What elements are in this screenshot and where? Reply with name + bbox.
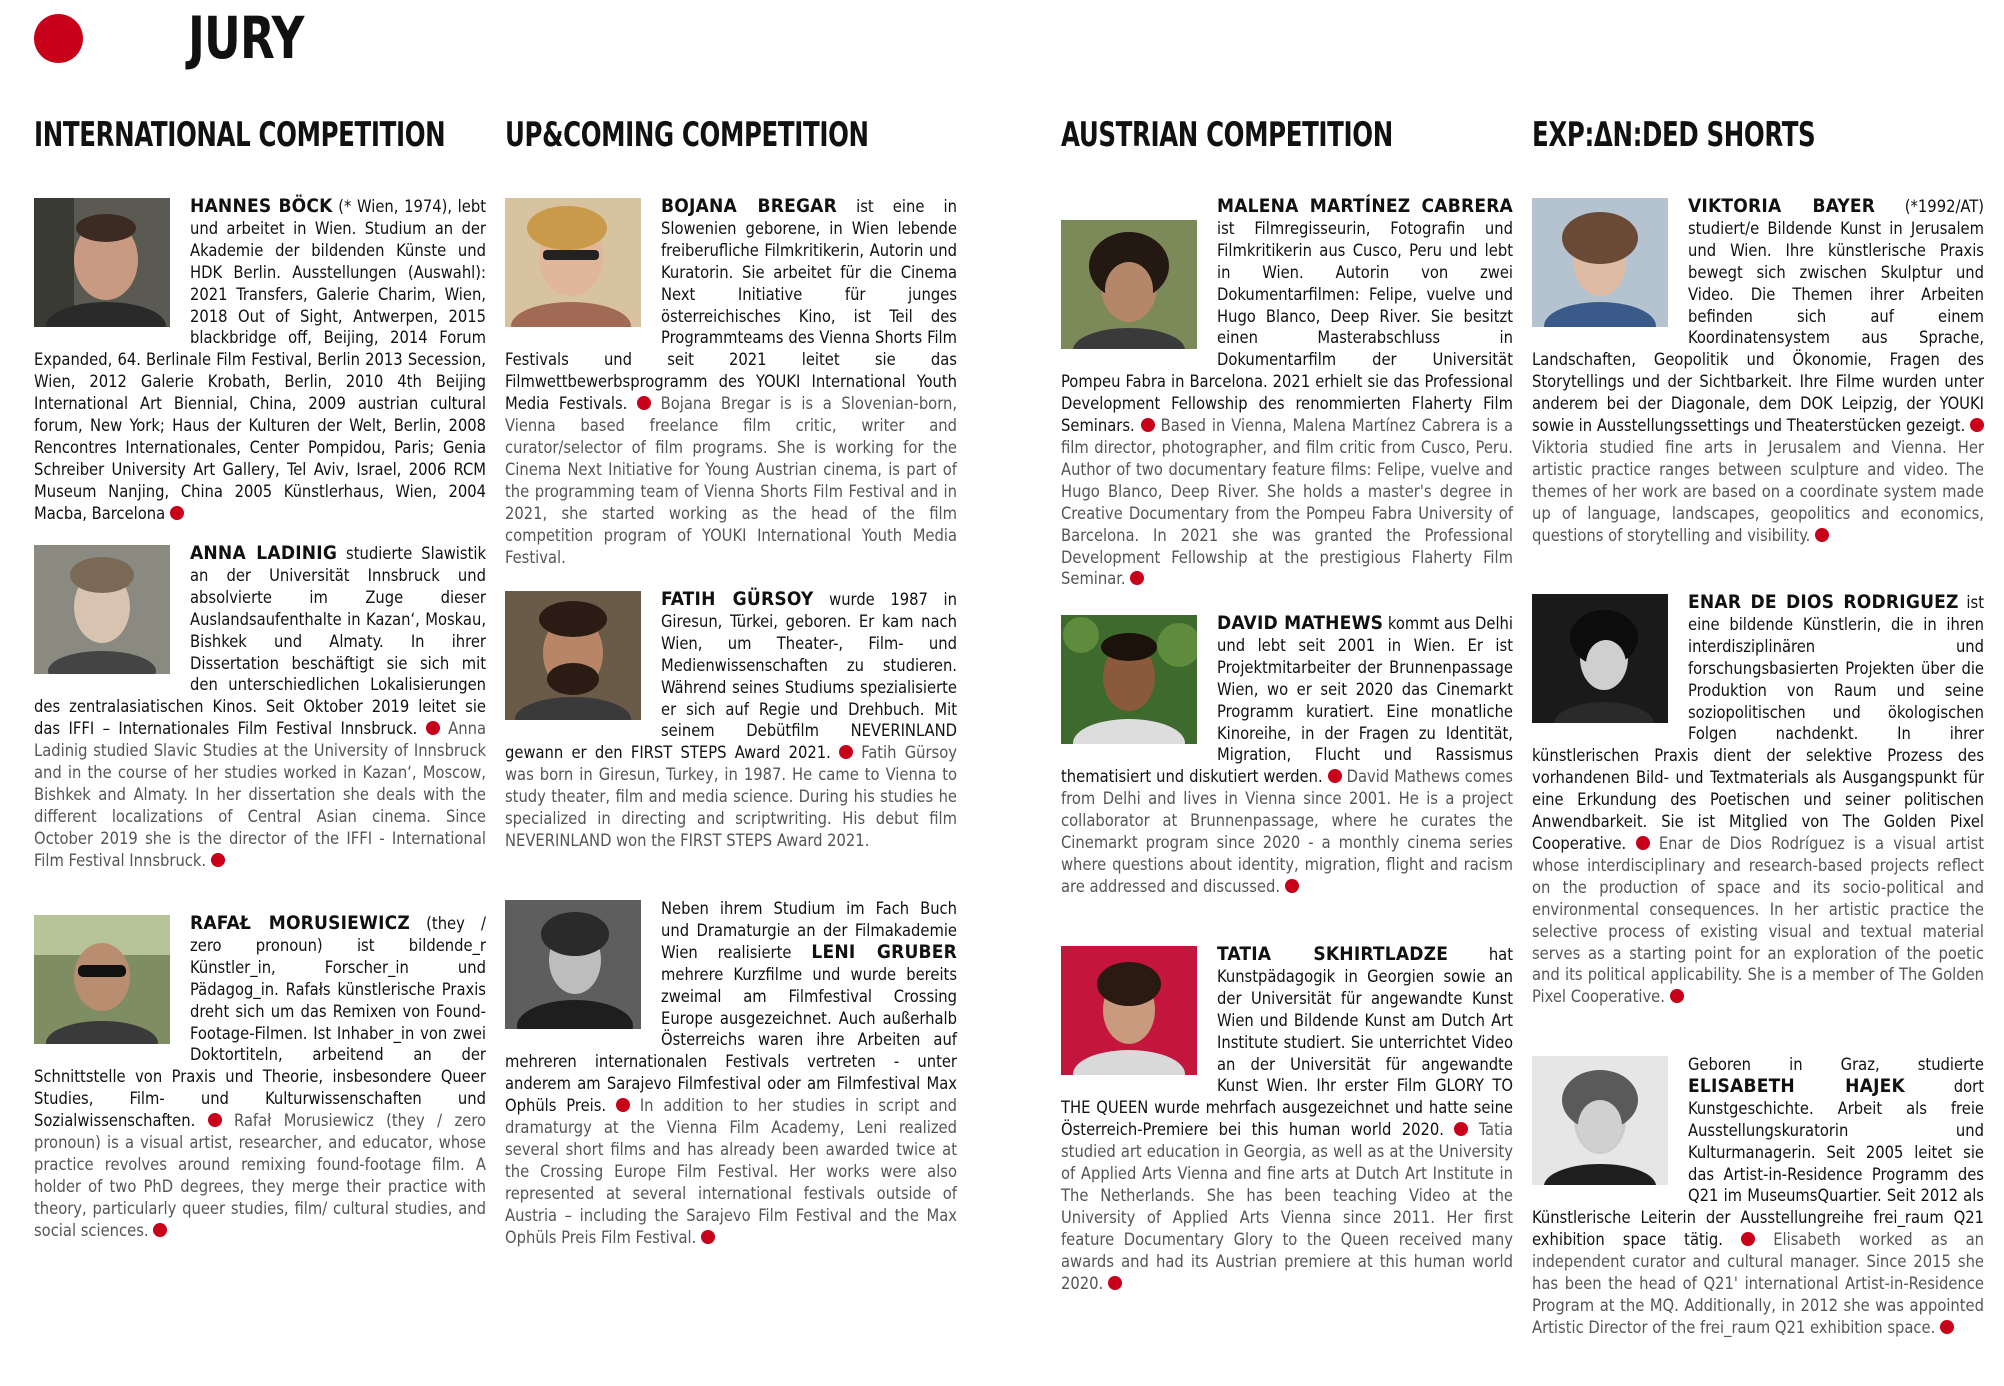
- red-bullet: [1130, 571, 1144, 585]
- bio-german: kommt aus Delhi und lebt seit 2001 in Wien. Er ist Projektmitarbeiter der Brunnenpassage Wien, wo er seit 2020 das Cinemarkt Programm kuratiert. Eine monatliche Kinoreihe, in der Fragen zu Identität, Migration, Flucht und Rassismus thematisiert und diskutiert werden.: [1061, 614, 1513, 787]
- bio-english: Enar de Dios Rodríguez is a visual artist whose interdisciplinary and research-based projects reflect on the production of space and its socio-political and environmental consequences. In her artistic practice the selective process of existing visual and textual material serves as a starting point for an exploration of the poetic and its political applicability. She is a member of The Golden Pixel Cooperative.: [1532, 833, 1985, 1007]
- jury-name: MALENA MARTÍNEZ CABRERA: [1217, 195, 1513, 217]
- jury-entry-leni-gruber: [505, 898, 957, 1249]
- bio-english: Rafał Morusiewicz (they / zero pronoun) is a visual artist, researcher, and educator, whose practice revolves around remixing found-footage film. A holder of two PhD degrees, they merge their practice with theory, particularly queer studies, film/ cultural studies, and social sciences.: [34, 1111, 487, 1240]
- jury-name: VIKTORIA BAYER: [1688, 195, 1876, 217]
- bio-german: dort Kunstgeschichte. Arbeit als freie Ausstellungskuratorin und Kulturmanagerin. Seit 2005 leitet sie das Artist-in-Residence Programm des Q21 im MuseumsQuartier. Seit 2012 als Künstlerische Leiterin der Ausstellungreihe frei_raum Q21 exhibition space tätig.: [1532, 1076, 1984, 1250]
- red-bullet: [170, 506, 184, 520]
- red-bullet: [616, 1098, 630, 1112]
- bio-german: hat Kunstpädagogik in Georgien sowie an der Universität für angewandte Kunst Wien und Bildende Kunst am Dutch Art Institute studiert. Sie unterrichtet Video an der Universität für angewandte Kunst Wien. Ihr erster Film GLORY TO THE QUEEN wurde mehrfach ausgezeichnet und hatte seine Österreich-Premiere bei this human world 2020.: [1061, 945, 1513, 1140]
- jury-name: LENI GRUBER: [811, 940, 957, 963]
- jury-name: ANNA LADINIG: [190, 542, 338, 564]
- red-bullet: [1285, 879, 1299, 893]
- jury-name: HANNES BÖCK: [190, 195, 333, 217]
- jury-name: BOJANA BREGAR: [661, 195, 837, 217]
- jury-entry-bojana-bregar: [505, 196, 957, 568]
- bio-intro: Geboren in Graz, studierte: [1688, 1055, 1984, 1074]
- red-bullet: [839, 745, 853, 759]
- jury-entry-tatia-skhirtladze: [1061, 944, 1513, 1295]
- column-upcoming-competition: [505, 115, 958, 1247]
- column-international-competition: [34, 115, 487, 1240]
- jury-name: ELISABETH HAJEK: [1688, 1074, 1905, 1097]
- portrait-photo: [1532, 1056, 1668, 1185]
- red-bullet: [1636, 836, 1650, 850]
- portrait-photo: [34, 915, 170, 1044]
- red-bullet: [1970, 418, 1984, 432]
- jury-entry-viktoria-bayer: [1532, 196, 1984, 547]
- portrait-photo: [1532, 198, 1668, 327]
- portrait-photo: [505, 591, 641, 720]
- red-bullet: [211, 853, 225, 867]
- portrait-photo: [505, 198, 641, 327]
- red-bullet: [426, 721, 440, 735]
- jury-name: FATIH GÜRSOY: [661, 588, 814, 610]
- bio-german: (* Wien, 1974), lebt und arbeitet in Wien. Studium an der Akademie der bildenden Künste und HDK Berlin. Ausstellungen (Auswahl): 2021 Transfers, Galerie Charim, Wien, 2018 Out of Sight, Antwerpen, 2015 blackbridge off, Beijing, 2014 Forum Expanded, 64. Berlinale Film Festival, Berlin 2013 Secession, Wien, 2012 Galerie Krobath, Berlin, 2010 4th Beijing International Art Biennial, China, 2009 austrian cultural forum, New York; Haus der Kulturen der Welt, Berlin, 2008 Rencontres Internationales, Center Pompidou, Paris; Genia Schreiber University Art Gallery, Tel Aviv, Israel, 2006 RCM Museum Nanjing, China 2005 Künstlerhaus, Wien, 2004 Macba, Barcelona: [34, 197, 486, 523]
- column-heading: UP&COMING COMPETITION: [505, 115, 869, 155]
- portrait-photo: [1061, 615, 1197, 744]
- bio-english: Viktoria studied fine arts in Jerusalem and Vienna. Her artistic practice ranges between sculpture and video. The themes of her work are based on a coordinate system made up of language, landscapes, geopolitics and economics, questions of storytelling and visibility.: [1532, 437, 1984, 545]
- red-bullet: [1741, 1232, 1755, 1246]
- bio-english: Fatih Gürsoy was born in Giresun, Turkey, in 1987. He came to Vienna to study theater, film and media science. During his studies he specialized in directing and scriptwriting. His debut film NEVERINLAND won the FIRST STEPS Award 2021.: [505, 743, 957, 850]
- bio-german: (they / zero pronoun) ist bildende_r Künstler_in, Forscher_in und Pädagog_in. Rafałs künstlerische Praxis dreht sich um das Remixen von Found-Footage-Filmen. Ist Inhaber_in von zwei Doktortiteln, arbeitend an der Schnittstelle von Praxis und Theorie, insbesondere Queer Studies, Film- und Kulturwissenschaften und Sozialwissenschaften.: [34, 914, 486, 1131]
- bio-english: In addition to her studies in script and dramaturgy at the Vienna Film Academy, Leni realized several short films and has already been awarded twice at the Crossing Europe Film Festival. Her works were also represented at several international festivals outside of Austria – including the Sarajevo Film Festival and the Max Ophüls Preis Film Festival.: [505, 1096, 958, 1247]
- column-austrian-competition: [1061, 115, 1513, 1293]
- bio-english: Tatia studied art education in Georgia, as well as at the University of Applied Arts Vienna and fine arts at Dutch Art Institute in The Netherlands. She has been teaching Video at the University of Applied Arts Vienna since 2011. Her first feature Documentary Glory to the Queen received many awards and had its Austrian premiere at this human world 2020.: [1061, 1120, 1513, 1293]
- column-heading: INTERNATIONAL COMPETITION: [34, 115, 446, 155]
- bio-english: Based in Vienna, Malena Martínez Cabrera is a film director, photographer, and film critic from Cusco, Peru. Author of two documentary feature films: Felipe, vuelve and Hugo Blanco, Deep River. She holds a master's degree in Creative Documentary from the Pompeu Fabra University of Barcelona. In 2021 she was granted the Professional Development Fellowship at the prestigious Flaherty Film Seminar.: [1061, 416, 1513, 589]
- bio-german: wurde 1987 in Giresun, Türkei, geboren. Er kam nach Wien, um Theater-, Film- und Medienwissenschaften zu studieren. Während seines Studiums spezialisierte er sich auf Regie und Drehbuch. Mit seinem Debütfilm NEVERINLAND gewann er den FIRST STEPS Award 2021.: [505, 590, 957, 763]
- bio-intro: Neben ihrem Studium im Fach Buch und Dramaturgie an der Filmakademie Wien realisierte: [661, 899, 957, 962]
- jury-entry-hannes-bock: [34, 196, 486, 525]
- bio-english: Elisabeth worked as an independent curator and cultural manager. Since 2015 she has been the head of Q21' international Artist-in-Residence Program at the MQ. Additionally, in 2012 she was appointed Artistic Director of the frei_raum Q21 exhibition space.: [1532, 1230, 1985, 1337]
- jury-entry-enar-de-dios-rodriguez: [1532, 592, 1984, 1008]
- red-bullet: [1141, 418, 1155, 432]
- bio-german: studierte Slawistik an der Universität Innsbruck und absolvierte im Zuge dieser Auslandsaufenthalte in Kazan‘, Moskau, Bishkek und Almaty. In ihrer Dissertation beschäftigt sie sich mit den unterschiedlichen Lokalisierungen des zentralasiatischen Kinos. Seit Oktober 2019 leitet sie das IFFI – Internationales Film Festival Innsbruck.: [34, 544, 486, 739]
- bio-english: Anna Ladinig studied Slavic Studies at the University of Innsbruck and in the course of her studies worked in Kazan‘, Moscow, Bishkek and Almaty. In her dissertation she deals with the different localizations of Central Asian cinema. Since October 2019 she is the director of the IFFI - International Film Festival Innsbruck.: [34, 719, 486, 870]
- jury-name: TATIA SKHIRTLADZE: [1217, 943, 1449, 965]
- jury-entry-malena-martinez-cabrera: [1061, 196, 1513, 590]
- jury-entry-fatih-gursoy: [505, 589, 957, 852]
- portrait-photo: [1061, 946, 1197, 1075]
- column-heading: AUSTRIAN COMPETITION: [1061, 115, 1393, 155]
- red-bullet: [701, 1230, 715, 1244]
- portrait-photo: [34, 198, 170, 327]
- red-bullet: [1454, 1122, 1468, 1136]
- bio-english: David Mathews comes from Delhi and lives in Vienna since 2001. He is a project collaborator at Brunnenpassage, where he curates the Cinemarkt program since 2020 - a monthly cinema series where questions about identity, migration, flight and racism are addressed and discussed.: [1061, 767, 1513, 896]
- bio-english: Bojana Bregar is is a Slovenian-born, Vienna based freelance film critic, writer and curator/selector of film programs. She is working for the Cinema Next Initiative for Young Austrian cinema, is part of the programming team of Vienna Shorts Film Festival and in 2021, she started working as the head of the film competition program of YOUKI International Youth Media Festival.: [505, 394, 958, 567]
- jury-entry-rafal-morusiewicz: [34, 913, 486, 1242]
- column-expanded-shorts: [1532, 115, 1985, 1337]
- red-bullet: [1670, 989, 1684, 1003]
- jury-name: DAVID MATHEWS: [1217, 612, 1384, 634]
- bio-german: (*1992/AT) studiert/e Bildende Kunst in Jerusalem und Wien. Ihre künstlerische Praxis bewegt sich zwischen Skulptur und Video. Die Themen ihrer Arbeiten befinden sich auf einem Koordinatensystem aus Sprache, Landschaften, Geopolitik und Ökonomie, Fragen des Storytellings und der Sichtbarkeit. Ihre Filme wurden unter anderem bei der Diagonale, dem DOK Leipzig, der YOUKI sowie in Ausstellungssettings und Theaterstücken gezeigt.: [1532, 197, 1984, 436]
- red-dot-logo: [34, 14, 83, 63]
- jury-entry-elisabeth-hajek: [1532, 1054, 1984, 1339]
- red-bullet: [208, 1113, 222, 1127]
- jury-entry-anna-ladinig: [34, 543, 486, 872]
- red-bullet: [153, 1223, 167, 1237]
- bio-german: ist Filmregisseurin, Fotografin und Filmkritikerin aus Cusco, Peru und lebt in Wien. Autorin von zwei Dokumentarfilmen: Felipe, vuelve und Hugo Blanco, Deep River. Sie besitzt einen Masterabschluss in Dokumentarfilm der Universität Pompeu Fabra in Barcelona. 2021 erhielt sie das Professional Development Fellowship des renommierten Flaherty Film Seminars.: [1061, 218, 1513, 436]
- red-bullet: [1940, 1320, 1954, 1334]
- bio-german: mehrere Kurzfilme und wurde bereits zweimal am Filmfestival Crossing Europe ausgezeichnet. Auch außerhalb Österreichs waren ihre Arbeiten auf mehreren internationalen Festivals vertreten - unter anderem am Sarajevo Filmfestival oder am Filmfestival Max Ophüls Preis.: [505, 964, 957, 1116]
- portrait-photo: [1532, 594, 1668, 723]
- jury-name: ENAR DE DIOS RODRIGUEZ: [1688, 591, 1959, 613]
- red-bullet: [1108, 1276, 1122, 1290]
- jury-entry-david-mathews: [1061, 613, 1513, 898]
- portrait-photo: [34, 545, 170, 674]
- bio-german: ist eine bildende Künstlerin, die in ihren interdisziplinären und forschungsbasierten Projekten über die Produktion von Raum und seine soziopolitischen und ökologischen Folgen nachdenkt. In ihrer künstlerischen Praxis dient der selektive Prozess des vorhandenen Bild- und Textmaterials als Ausgangspunkt für eine Erkundung des Poetischen und seiner politischen Anwendbarkeit. Sie ist Mitglied von The Golden Pixel Cooperative.: [1532, 593, 1984, 853]
- jury-name: RAFAŁ MORUSIEWICZ: [190, 912, 411, 934]
- bio-german: ist eine in Slowenien geborene, in Wien lebende freiberufliche Filmkritikerin, Autorin und Kuratorin. Sie arbeitet für die Cinema Next Initiative für junges österreichisches Kino, ist Teil des Programmteams des Vienna Shorts Film Festivals und seit 2021 leitet sie das Filmwettbewerbsprogramm des YOUKI International Youth Media Festivals.: [505, 197, 957, 414]
- portrait-photo: [1061, 220, 1197, 349]
- column-heading: EXP:ΔN:DED SHORTS: [1532, 115, 1816, 155]
- portrait-photo: [505, 900, 641, 1029]
- red-bullet: [637, 396, 651, 410]
- red-bullet: [1328, 769, 1342, 783]
- page-title: JURY: [188, 4, 304, 72]
- red-bullet: [1815, 528, 1829, 542]
